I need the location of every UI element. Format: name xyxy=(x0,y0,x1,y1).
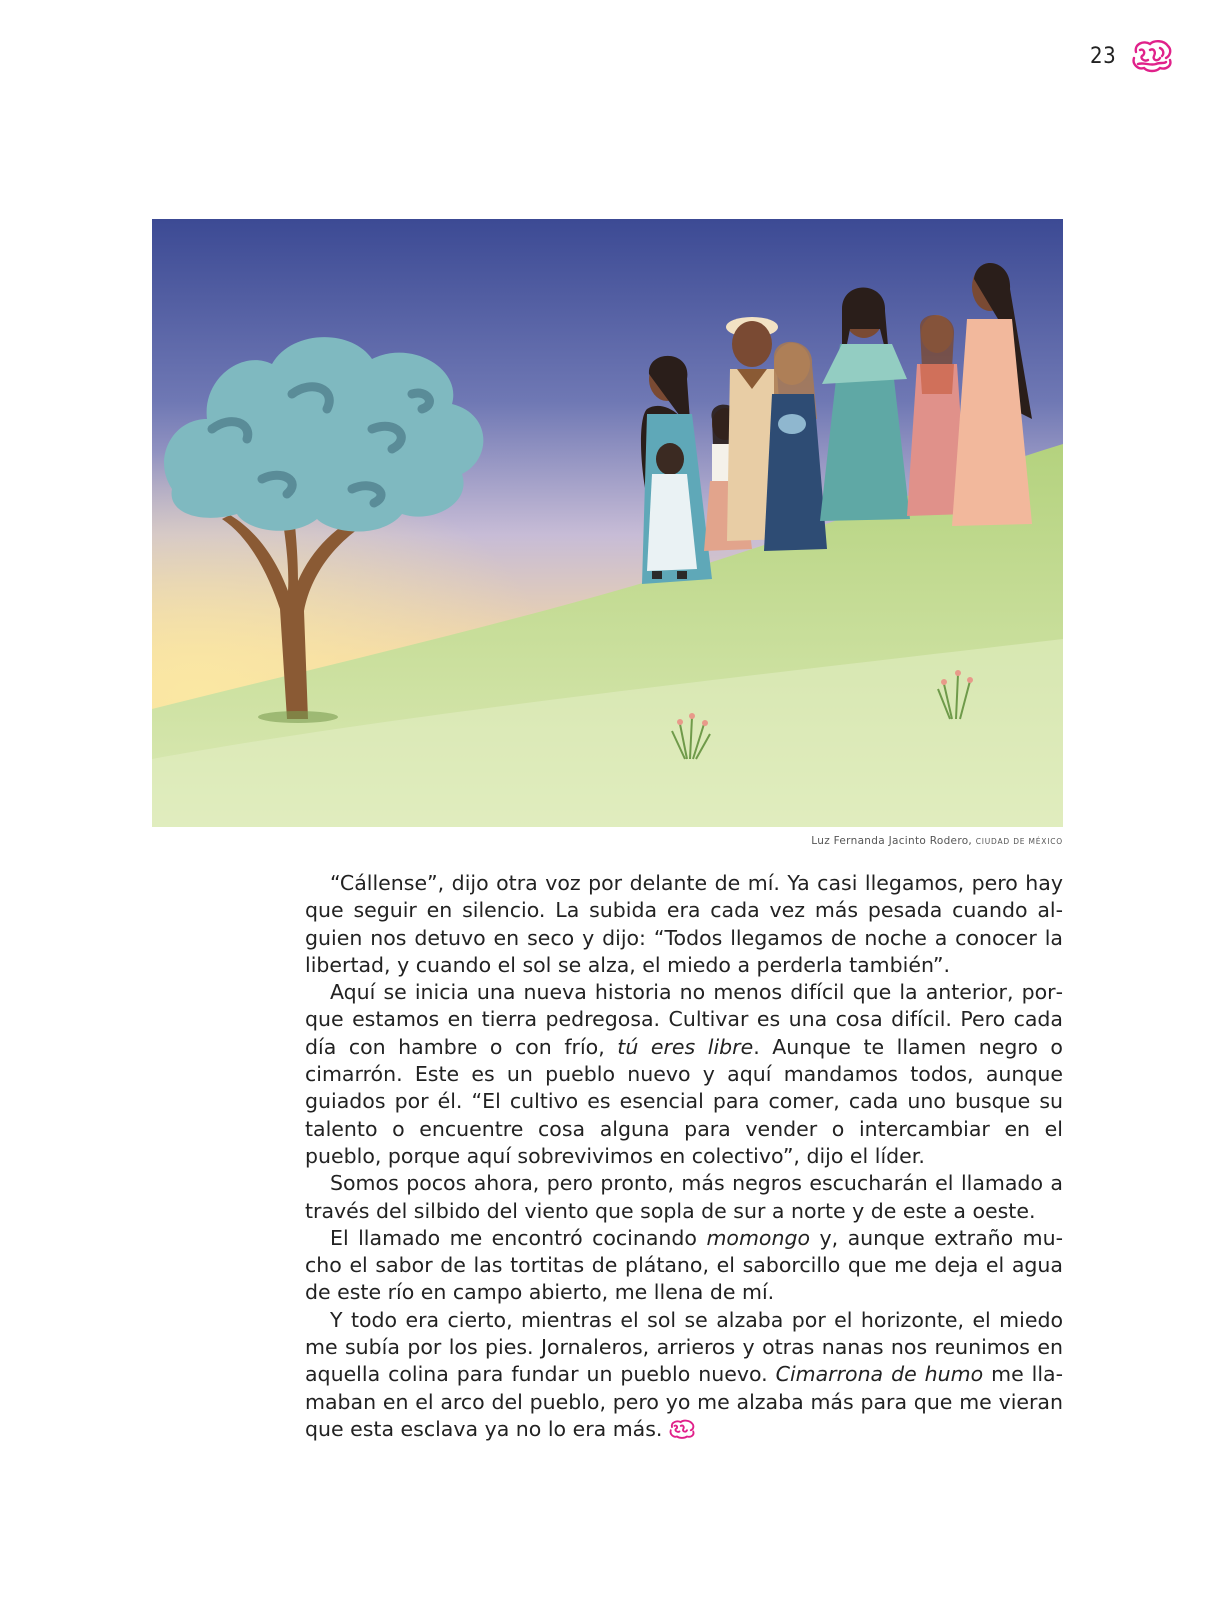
story-illustration xyxy=(152,219,1063,827)
text-run: me llamaban en el arco del pueblo, pero yo me alzaba más para que me vieran que esta esclava ya no lo era más. xyxy=(305,1362,1064,1441)
credit-place: CIUDAD DE MÉXICO xyxy=(975,837,1063,846)
text-run: “Cállense”, dijo otra voz por delante de mí. Ya casi llegamos, pero hay que seguir en silencio. La subida era cada vez más pesada cuando alguien nos detuvo en seco y dijo: “Todos llegamos de noche a conocer la libertad, y cuando el sol se alza, el miedo a perderla también”. xyxy=(305,871,1063,977)
text-run: Somos pocos ahora, pero pronto, más negros escucharán el llamado a través del silbido del viento que sopla de sur a norte y de este a oeste. xyxy=(305,1171,1063,1223)
credit-author: Luz Fernanda Jacinto Rodero, xyxy=(811,835,973,847)
text-run: . Aunque te llamen negro o cimarrón. Este es un pueblo nuevo y aquí mandamos todos, aunque guiados por él. “El cultivo es esencial para comer, cada uno busque su talento o encuentre cosa alguna para vender o intercambiar en el pueblo, porque aquí sobrevivimos en colectivo”, dijo el líder. xyxy=(305,1034,1063,1168)
illustration-family-on-hill-with-tree xyxy=(152,219,1063,827)
illustration-credit xyxy=(811,835,1063,847)
italic-phrase: tú eres libre xyxy=(617,1034,754,1059)
story-text xyxy=(305,870,1063,1443)
story-paragraph xyxy=(305,1225,1063,1307)
pink-scribble-emblem-icon xyxy=(668,1419,696,1439)
text-run: El llamado me encontró cocinando xyxy=(330,1225,707,1250)
italic-phrase: Cimarrona de humo xyxy=(775,1362,984,1387)
story-paragraph xyxy=(305,1170,1063,1225)
text-run: Y todo era cierto, mientras el sol se alzaba por el horizonte, el miedo me subía por los pies. Jornaleros, arrieros y otras nanas nos reunimos en aquella colina para fundar un pueblo nuevo. xyxy=(305,1307,1063,1387)
pink-scribble-emblem-icon xyxy=(1130,38,1174,74)
story-paragraph xyxy=(305,979,1063,1170)
page-number: 23 xyxy=(1090,44,1117,69)
text-run: Aquí se inicia una nueva historia no menos difícil que la anterior, porque estamos en tierra pedregosa. Cultivar es una cosa difícil. Pero cada día con hambre o con frío, xyxy=(305,980,1063,1059)
story-paragraph xyxy=(305,1307,1063,1443)
story-paragraph xyxy=(305,870,1063,979)
italic-phrase: momongo xyxy=(706,1225,811,1250)
text-run: y, aunque extraño mucho el sabor de las tortitas de plátano, el saborcillo que me deja el agua de este río en campo abierto, me llena de mí. xyxy=(305,1225,1063,1305)
